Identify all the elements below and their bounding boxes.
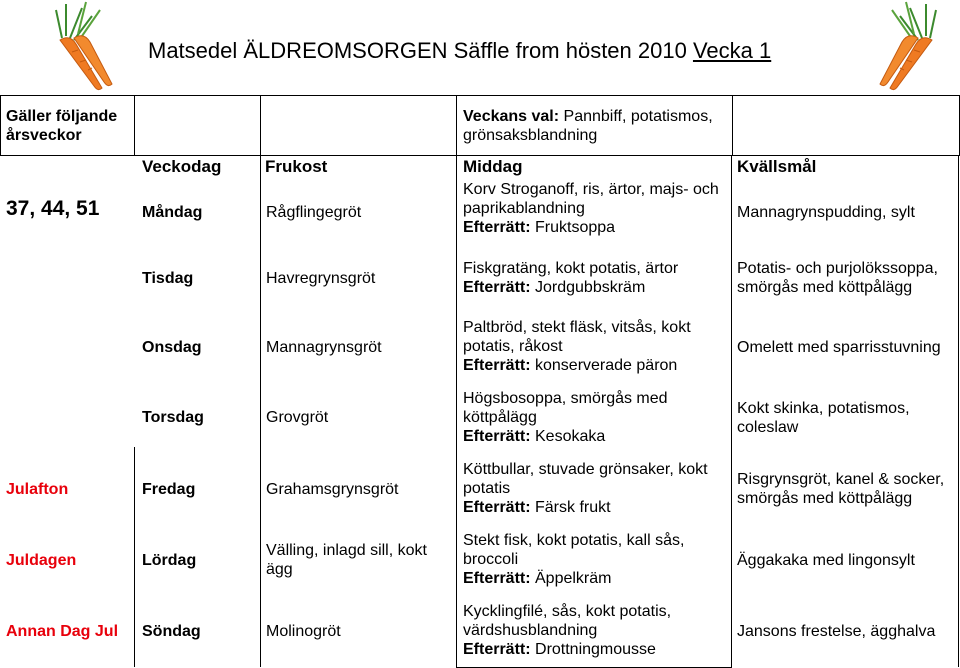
lunch-monday: Korv Stroganoff, ris, ärtor, majs- och paprikablandning Efterrätt: Fruktsoppa xyxy=(463,181,719,236)
page-title: Matsedel ÄLDREOMSORGEN Säffle from hösten 2010 Vecka 1 xyxy=(148,38,772,63)
supper-thursday: Kokt skinka, potatismos, coleslaw xyxy=(737,400,910,436)
day-tuesday: Tisdag xyxy=(142,270,194,287)
day-sunday: Söndag xyxy=(142,623,201,640)
week-number: Vecka 1 xyxy=(692,38,772,63)
column-divider xyxy=(260,155,261,667)
breakfast-tuesday: Havregrynsgröt xyxy=(266,270,376,287)
holiday-note: Annan Dag Jul xyxy=(6,623,119,640)
supper-friday: Risgrynsgröt, kanel & socker, smörgås med köttpålägg xyxy=(737,471,945,507)
breakfast-wednesday: Mannagrynsgröt xyxy=(266,339,382,356)
column-divider xyxy=(732,95,733,155)
lunch-wednesday: Paltbröd, stekt fläsk, vitsås, kokt potatis, råkost Efterrätt: konserverade päron xyxy=(463,319,691,374)
day-friday: Fredag xyxy=(142,481,196,498)
day-saturday: Lördag xyxy=(142,552,197,569)
header-supper: Kvällsmål xyxy=(737,157,817,176)
lunch-saturday: Stekt fisk, kokt potatis, kall sås, broccoli Efterrätt: Äppelkräm xyxy=(463,532,685,587)
breakfast-thursday: Grovgröt xyxy=(266,409,329,426)
menu-table xyxy=(0,95,960,668)
supper-saturday: Äggakaka med lingonsylt xyxy=(737,552,915,569)
column-divider xyxy=(958,155,959,667)
supper-wednesday: Omelett med sparrisstuvning xyxy=(737,339,941,356)
lunch-sunday: Kycklingfilé, sås, kokt potatis, värdshusblandning Efterrätt: Drottningmousse xyxy=(463,603,672,658)
lunch-thursday: Högsbosoppa, smörgås med köttpålägg Efterrätt: Kesokaka xyxy=(463,390,668,445)
weeks-label: Gäller följande årsveckor xyxy=(6,108,118,144)
day-wednesday: Onsdag xyxy=(142,339,202,356)
supper-monday: Mannagrynspudding, sylt xyxy=(737,204,915,221)
weekly-choice: Veckans val: Pannbiff, potatismos, grönsaksblandning xyxy=(463,108,713,144)
breakfast-friday: Grahamsgrynsgröt xyxy=(266,481,399,498)
carrot-illustration-right xyxy=(870,0,950,92)
header-lunch: Middag xyxy=(463,157,523,176)
column-divider xyxy=(134,447,135,667)
lunch-friday: Köttbullar, stuvade grönsaker, kokt potatis Efterrätt: Färsk frukt xyxy=(463,461,708,516)
header-day: Veckodag xyxy=(142,157,222,176)
day-thursday: Torsdag xyxy=(142,409,204,426)
day-monday: Måndag xyxy=(142,204,203,221)
carrot-illustration-left xyxy=(42,0,122,92)
column-divider xyxy=(456,95,457,155)
supper-tuesday: Potatis- och purjolökssoppa, smörgås med köttpålägg xyxy=(737,260,938,296)
supper-sunday: Jansons frestelse, ägghalva xyxy=(737,623,936,640)
column-divider xyxy=(134,95,135,155)
breakfast-monday: Rågflingegröt xyxy=(266,204,362,221)
breakfast-sunday: Molinogröt xyxy=(266,623,341,640)
holiday-note: Julafton xyxy=(6,481,69,498)
lunch-tuesday: Fiskgratäng, kokt potatis, ärtor Efterrätt: Jordgubbskräm xyxy=(463,260,679,296)
week-numbers: 37, 44, 51 xyxy=(6,197,100,220)
breakfast-saturday: Välling, inlagd sill, kokt ägg xyxy=(266,542,427,578)
column-divider xyxy=(260,95,261,155)
holiday-note: Juldagen xyxy=(6,552,77,569)
header-breakfast: Frukost xyxy=(265,157,328,176)
